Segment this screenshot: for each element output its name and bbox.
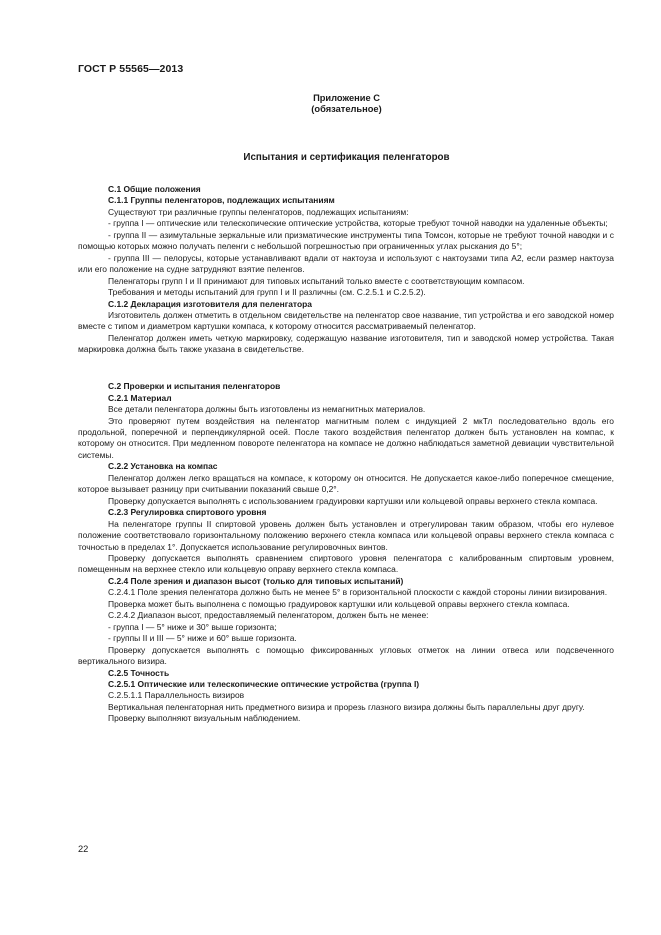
section-heading: С.2.5.1 Оптические или телескопические оптические устройства (группа I)	[108, 678, 420, 689]
paragraph: Пеленгатор должен легко вращаться на компасе, к которому он относится. Не допускается какое-либо поперечное смещение, которое вызывает разницу при считывании показаний свыше 0,2°.	[78, 472, 614, 495]
appendix-status: (обязательное)	[311, 104, 382, 114]
paragraph: Пеленгатор должен иметь четкую маркировку, содержащую название изготовителя, тип и заводской номер устройства. Такая маркировка должна быть также указана в свидетельстве.	[78, 332, 614, 355]
paragraph: - группа II — азимутальные зеркальные или призматические инструменты типа Томсон, которые не требуют точной наводки и с помощью которых можно получать пеленги с небольшой погрешностью при ограниченных углах рыскания до 5°;	[78, 229, 614, 252]
paragraph: - группа I — оптические или телескопические оптические устройства, которые требуют точной наводки на удаленные объекты;	[108, 218, 608, 229]
paragraph: С.2.4.2 Диапазон высот, предоставляемый пеленгатором, должен быть не менее:	[108, 610, 429, 621]
paragraph: Пеленгаторы групп I и II принимают для типовых испытаний только вместе с соответствующим компасом.	[108, 275, 525, 286]
section-heading: С.2.1 Материал	[108, 392, 172, 403]
paragraph: Проверку выполняют визуальным наблюдением.	[108, 713, 301, 724]
paragraph: Проверку допускается выполнять с использованием градуировки картушки или кольцевой оправы верхнего стекла компаса.	[108, 495, 598, 506]
paragraph: С.2.4.1 Поле зрения пеленгатора должно быть не менее 5° в горизонтальной плоскости с каждой стороны линии визирования.	[108, 587, 608, 598]
section-heading: С.1 Общие положения	[108, 184, 201, 194]
page-number: 22	[78, 844, 89, 854]
document-header: ГОСТ Р 55565—2013	[78, 63, 184, 75]
paragraph: Требования и методы испытаний для групп I и II различны (см. С.2.5.1 и С.2.5.2).	[108, 287, 426, 298]
paragraph: Вертикальная пеленгаторная нить предметного визира и прорезь глазного визира должны быть параллельны друг другу.	[108, 701, 585, 712]
section-heading: С.1.2 Декларация изготовителя для пеленгатора	[108, 298, 312, 309]
section-heading: С.2.3 Регулировка спиртового уровня	[108, 507, 267, 518]
paragraph: Изготовитель должен отметить в отдельном свидетельстве на пеленгатор свое название, тип устройства и его заводской номер вместе с типом и диаметром картушки компаса, к которому относится рассматриваемый пеленгатор.	[78, 309, 614, 332]
paragraph: С.2.5.1.1 Параллельность визиров	[108, 690, 245, 701]
paragraph: - группа I — 5° ниже и 30° выше горизонта;	[108, 621, 277, 632]
paragraph: - группы II и III — 5° ниже и 60° выше горизонта.	[108, 633, 297, 644]
section-heading: С.2.5 Точность	[108, 667, 170, 678]
section-gap	[78, 364, 614, 373]
paragraph: Проверка может быть выполнена с помощью градуировок картушки или кольцевой оправы верхнего стекла компаса.	[108, 598, 570, 609]
appendix-label: Приложение С	[313, 93, 380, 103]
paragraph: Существуют три различные группы пеленгаторов, подлежащих испытаниям:	[108, 206, 409, 217]
body-text	[78, 184, 614, 725]
appendix-title: Испытания и сертификация пеленгаторов	[243, 152, 450, 163]
paragraph: Проверку допускается выполнять с помощью фиксированных угловых отметок на линии отвеса или подсвеченного вертикального визира.	[78, 644, 614, 667]
section-heading: С.2.2 Установка на компас	[108, 461, 218, 472]
paragraph: - группа III — пелорусы, которые устанавливают вдали от нактоуза и используют с нактоузами типа А2, если размер нактоуза или его положение на судне затрудняют взятие пеленгов.	[78, 252, 614, 275]
paragraph: Все детали пеленгатора должны быть изготовлены из немагнитных материалов.	[108, 404, 426, 415]
section-heading: С.2 Проверки и испытания пеленгаторов	[108, 381, 281, 392]
paragraph: Проверку допускается выполнять сравнением спиртового уровня пеленгатора с калиброванным спиртовым уровнем, помещенным на верхнее стекло или кольцевую оправу верхнего стекла компаса.	[78, 552, 614, 575]
section-heading: С.1.1 Группы пеленгаторов, подлежащих испытаниям	[108, 195, 335, 206]
section-heading: С.2.4 Поле зрения и диапазон высот (только для типовых испытаний)	[108, 575, 404, 586]
paragraph: Это проверяют путем воздействия на пеленгатор магнитным полем с индукцией 2 мкТл последовательно вдоль его продольной, поперечной и перпендикулярной осей. После такого воздействия пеленгатор должен быть установлен на компас, к которому он относится. При медленном повороте пеленгатора на компасе не должно наблюдаться заметной девиации чувствительной системы.	[78, 415, 614, 460]
paragraph: На пеленгаторе группы II спиртовой уровень должен быть установлен и отрегулирован таким образом, чтобы его нулевое положение соответствовало горизонтальному положению верхнего стекла компаса или кольцевой оправы верхнего стекла компаса с точностью в пределах 1°. Допускается использование регулировочных винтов.	[78, 518, 614, 552]
